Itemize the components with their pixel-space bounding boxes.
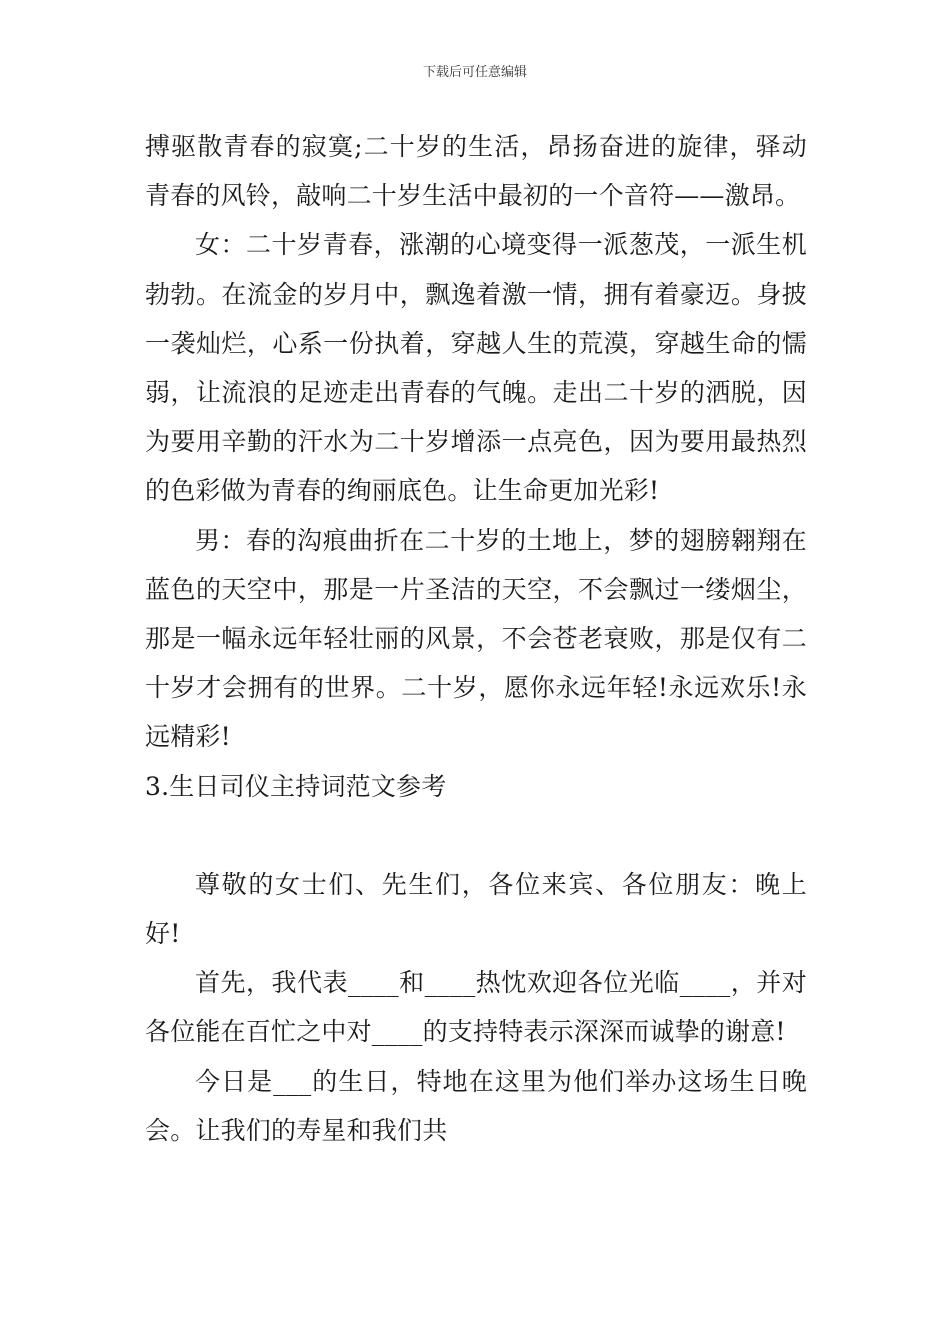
paragraph-5: 首先，我代表____和____热忱欢迎各位光临____，并对各位能在百忙之中对____的支持特表示深深而诚挚的谢意! xyxy=(145,968,807,1047)
document-body xyxy=(145,122,807,1155)
paragraph-2: 女：二十岁青春，涨潮的心境变得一派葱茂，一派生机勃勃。在流金的岁月中，飘逸着激一情，拥有着豪迈。身披一袭灿烂，心系一份执着，穿越人生的荒漠，穿越生命的懦弱，让流浪的足迹走出青春的气魄。走出二十岁的洒脱，因为要用辛勤的汗水为二十岁增添一点亮色，因为要用最热烈的色彩做为青春的绚丽底色。让生命更加光彩! xyxy=(145,230,807,506)
section-heading: 3.生日司仪主持词范文参考 xyxy=(145,771,447,801)
paragraph-4: 尊敬的女士们、先生们，各位来宾、各位朋友：晚上好! xyxy=(145,869,807,949)
paragraph-1: 搏驱散青春的寂寞;二十岁的生活，昂扬奋进的旋律，驿动青春的风铃，敲响二十岁生活中最初的一个音符——激昂。 xyxy=(145,132,807,211)
paragraph-6: 今日是___的生日，特地在这里为他们举办这场生日晚会。让我们的寿星和我们共 xyxy=(145,1066,807,1145)
blank-line xyxy=(145,811,807,860)
page-header: 下载后可任意编辑 xyxy=(422,65,527,80)
paragraph-3: 男：春的沟痕曲折在二十岁的土地上，梦的翅膀翱翔在蓝色的天空中，那是一片圣洁的天空，不会飘过一缕烟尘，那是一幅永远年轻壮丽的风景，不会苍老衰败，那是仅有二十岁才会拥有的世界。二十岁，愿你永远年轻!永远欢乐!永远精彩! xyxy=(145,525,807,752)
